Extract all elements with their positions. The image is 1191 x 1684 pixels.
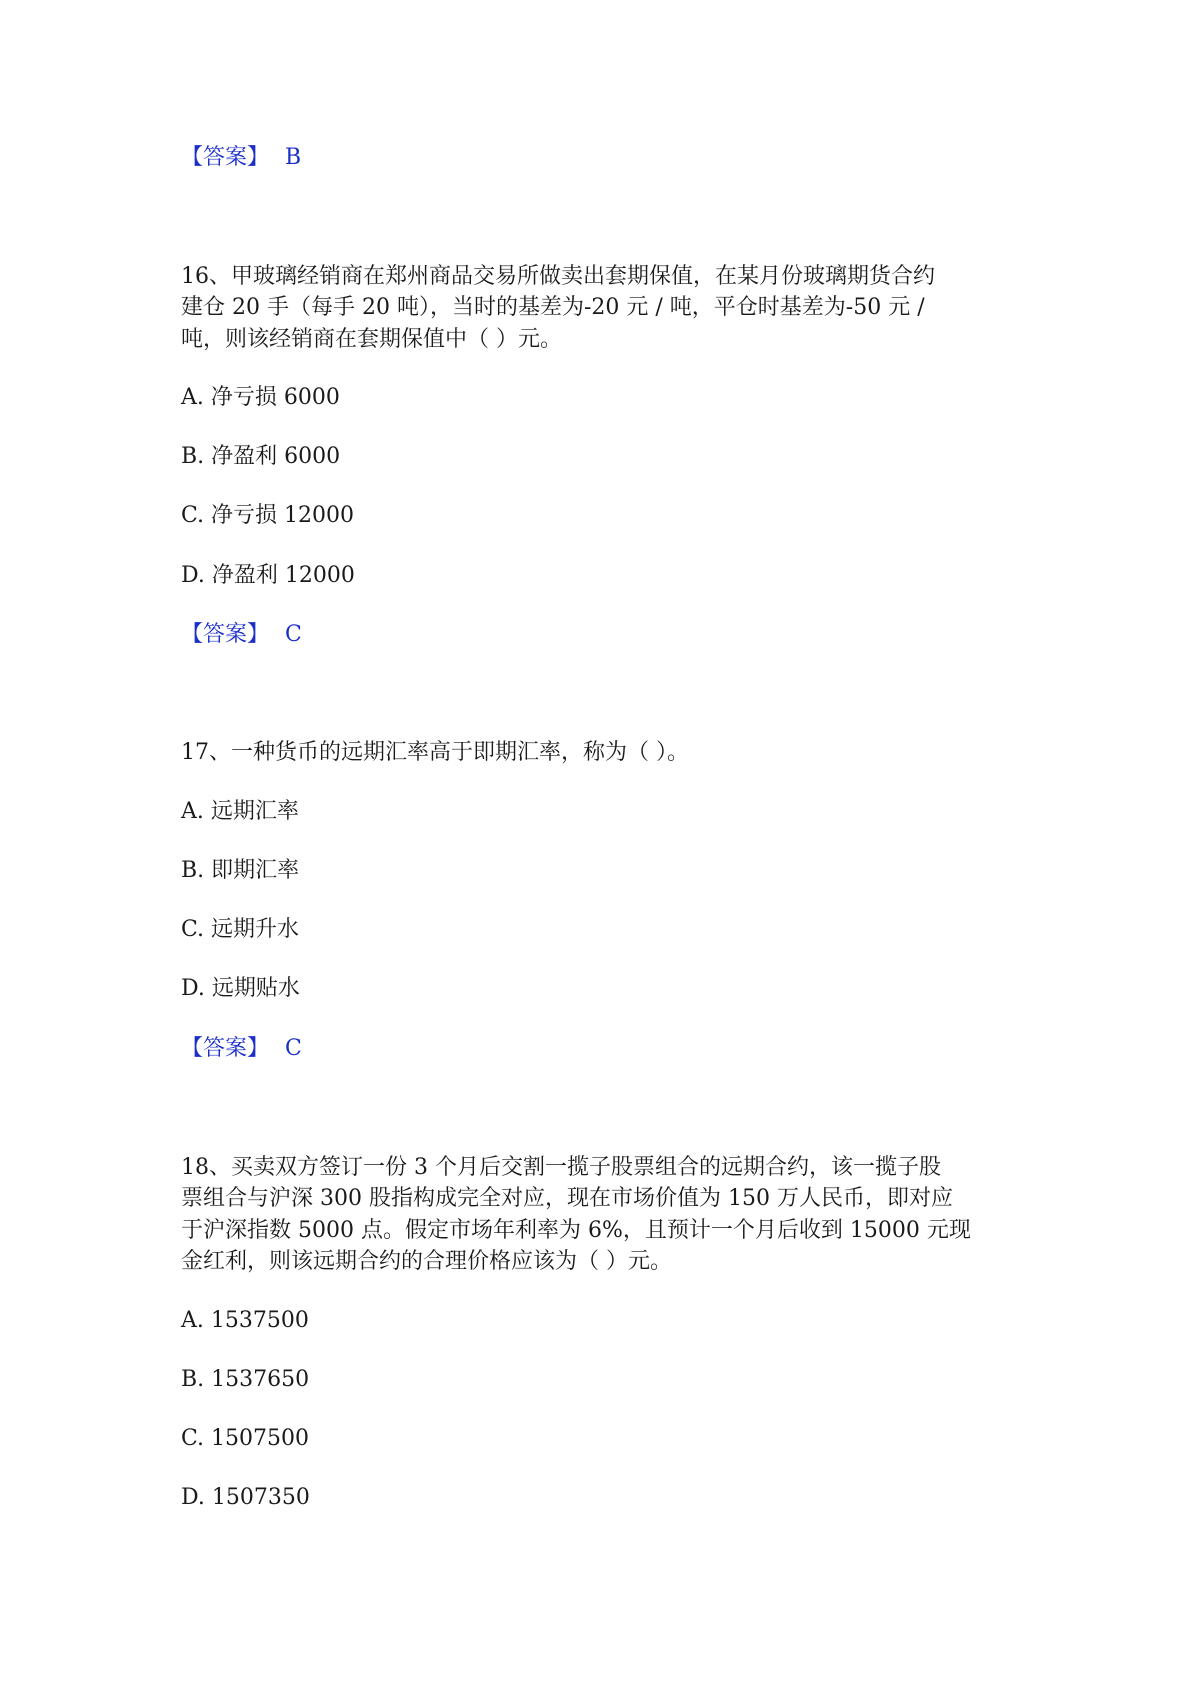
answer-q17	[181, 1033, 302, 1065]
question-17-option-c: C. 远期升水	[181, 917, 300, 942]
answer-letter: C	[285, 1036, 302, 1061]
question-17-option-d: D. 远期贴水	[181, 976, 300, 1001]
question-18-option-c: C. 1507500	[181, 1426, 310, 1451]
question-17-option-a: A. 远期汇率	[181, 799, 299, 824]
answer-label: 【答案】	[181, 1036, 270, 1061]
question-18-option-d: D. 1507350	[181, 1485, 310, 1510]
question-18-line-4: 金红利，则该远期合约的合理价格应该为（ ）元。	[181, 1249, 672, 1274]
answer-letter: B	[285, 145, 302, 170]
question-18-line-2: 票组合与沪深 300 股指构成完全对应，现在市场价值为 150 万人民币，即对应	[181, 1186, 953, 1211]
question-18-option-b: B. 1537650	[181, 1367, 310, 1392]
question-18-line-3: 于沪深指数 5000 点。假定市场年利率为 6%，且预计一个月后收到 15000 元现	[181, 1218, 971, 1243]
question-16-line-2: 建仓 20 手（每手 20 吨），当时的基差为-20 元 / 吨，平仓时基差为-50 元 /	[181, 295, 925, 320]
question-16-option-b: B. 净盈利 6000	[181, 444, 341, 469]
question-18-line-1: 18、买卖双方签订一份 3 个月后交割一揽子股票组合的远期合约，该一揽子股	[181, 1155, 941, 1180]
answer-q16	[181, 619, 302, 651]
answer-q15	[181, 142, 301, 174]
answer-letter: C	[285, 622, 302, 647]
answer-label: 【答案】	[181, 622, 270, 647]
answer-label: 【答案】	[181, 145, 270, 170]
question-18-option-a: A. 1537500	[181, 1308, 309, 1333]
question-16-option-c: C. 净亏损 12000	[181, 503, 355, 528]
question-16-option-d: D. 净盈利 12000	[181, 563, 355, 588]
question-16-option-a: A. 净亏损 6000	[181, 385, 340, 410]
question-17-option-b: B. 即期汇率	[181, 858, 300, 883]
question-16-line-3: 吨，则该经销商在套期保值中（ ）元。	[181, 327, 562, 352]
question-16-line-1: 16、甲玻璃经销商在郑州商品交易所做卖出套期保值，在某月份玻璃期货合约	[181, 264, 935, 289]
question-17-line-1: 17、一种货币的远期汇率高于即期汇率，称为（ ）。	[181, 740, 689, 765]
